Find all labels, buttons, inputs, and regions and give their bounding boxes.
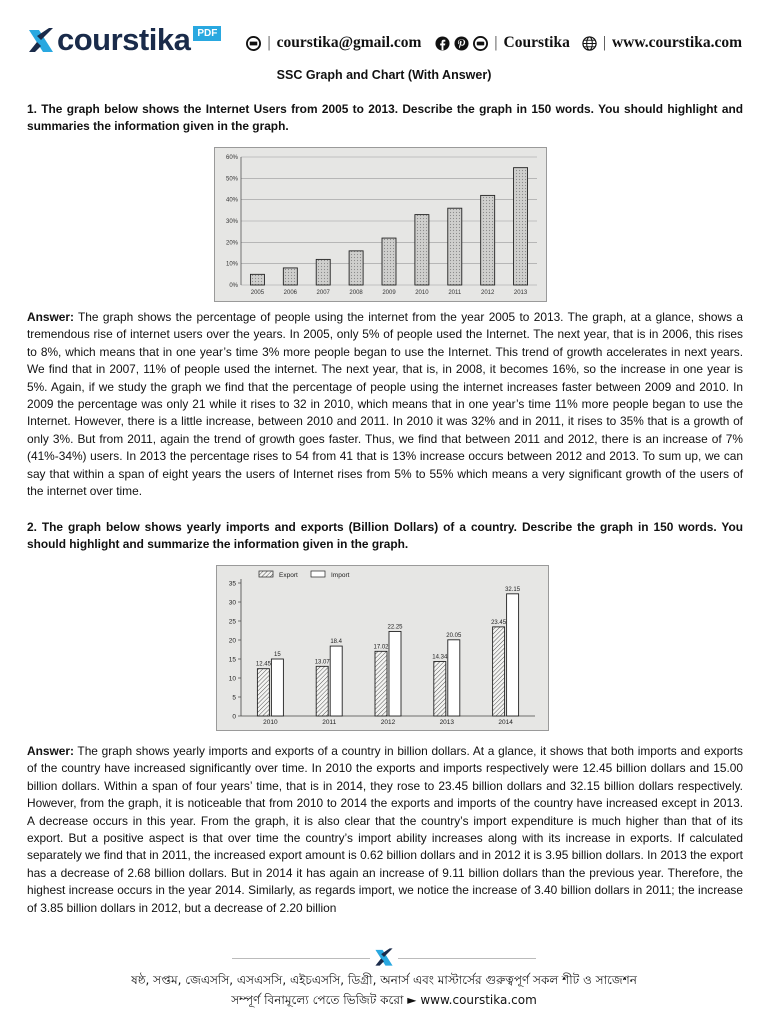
y-tick-label: 10%: [225, 261, 238, 268]
bar-import: [271, 659, 283, 716]
footer-visit-line: [0, 992, 768, 1012]
x-tick-label: 2013: [513, 290, 528, 296]
y-tick-label: 30: [228, 599, 236, 607]
legend-swatch: [259, 571, 273, 577]
y-tick-label: 35: [228, 580, 236, 588]
data-label: 18.4: [330, 639, 343, 646]
brand-name: courstika: [57, 22, 191, 57]
youtube-icon[interactable]: [473, 36, 488, 51]
y-tick-label: 0: [232, 713, 236, 721]
bar: [448, 208, 462, 285]
x-tick-label: 2008: [349, 290, 363, 296]
bar-import: [448, 640, 460, 716]
bar: [415, 215, 429, 285]
divider: |: [267, 34, 271, 51]
y-tick-label: 40%: [225, 197, 238, 204]
data-label: 15: [274, 652, 281, 658]
document-title: SSC Graph and Chart (With Answer): [276, 68, 492, 82]
x-tick-label: 2012: [480, 290, 495, 296]
brand-mark-icon: [27, 26, 55, 54]
footer-visit-text: সম্পূর্ণ বিনামূল্যে পেতে ভিজিট করো ►: [231, 993, 421, 1007]
bar-import: [389, 631, 401, 716]
legend-label: Export: [279, 572, 298, 579]
x-tick-label: 2011: [322, 719, 337, 726]
bar: [316, 259, 330, 285]
footer-divider-left: [232, 958, 370, 959]
contact-bar: [246, 34, 742, 52]
bar-import: [507, 594, 519, 716]
data-label: 32.15: [505, 586, 521, 593]
bar-export: [375, 651, 387, 716]
chart-2-svg: [217, 566, 548, 730]
imports-exports-chart: [216, 565, 549, 731]
y-tick-label: 25: [228, 618, 236, 626]
divider: |: [494, 34, 498, 51]
x-tick-label: 2005: [250, 290, 265, 296]
y-tick-label: 30%: [225, 219, 238, 225]
globe-icon: [582, 36, 597, 51]
chart-1-svg: [215, 148, 546, 301]
answer-2: [27, 743, 743, 917]
legend-swatch: [311, 571, 325, 577]
y-tick-label: 20: [228, 637, 236, 645]
y-tick-label: 10: [228, 675, 236, 683]
bar: [481, 195, 495, 285]
x-tick-label: 2010: [415, 290, 429, 296]
bar-export: [316, 666, 328, 716]
x-tick-label: 2011: [448, 290, 462, 296]
pinterest-icon[interactable]: [454, 36, 469, 51]
x-tick-label: 2013: [439, 719, 455, 726]
bar: [349, 251, 363, 285]
bar: [250, 274, 264, 285]
data-label: 20.05: [446, 632, 462, 639]
pdf-badge: PDF: [193, 26, 221, 41]
bar-import: [330, 646, 342, 716]
data-label: 22.25: [387, 624, 403, 631]
footer-tagline: ষষ্ঠ, সপ্তম, জেএসসি, এসএসসি, এইচএসসি, ডিগ্রী, অনার্স এবং মাস্টার্সের গুরুত্বপূর্ণ সকল শীট ও সাজেশন: [131, 973, 637, 987]
data-label: 12.45: [255, 661, 271, 668]
data-label: 17.02: [373, 644, 389, 651]
y-tick-label: 15: [228, 656, 236, 664]
question-2: 2. The graph below shows yearly imports and exports (Billion Dollars) of a country. Describe the graph in 150 words. You should highlight and summarize the information given in the graph.: [27, 520, 743, 552]
data-label: 14.34: [432, 654, 448, 661]
website-link[interactable]: www.courstika.com: [611, 34, 742, 51]
answer-label: Answer:: [27, 744, 74, 758]
y-tick-label: 50%: [225, 176, 238, 183]
footer-divider-right: [398, 958, 536, 959]
email-icon: [246, 36, 261, 51]
footer-brand-mark-icon: [374, 947, 394, 967]
divider: |: [602, 34, 606, 51]
bar: [283, 268, 297, 285]
bar-export: [257, 669, 269, 716]
y-tick-label: 20%: [225, 240, 238, 247]
facebook-icon[interactable]: [435, 36, 450, 51]
x-tick-label: 2009: [382, 290, 396, 296]
x-tick-label: 2010: [263, 719, 278, 726]
y-tick-label: 60%: [225, 155, 238, 161]
legend-label: Import: [331, 572, 350, 579]
answer-1: [27, 309, 743, 500]
internet-users-chart: [214, 147, 547, 302]
answer-2-text: The graph shows yearly imports and exports of a country in billion dollars. At a glance, it shows that both imports and exports of the country have increased significantly over time. In 2010 the exports and imports respectively were 12.45 billion dollars and 15.00 billion dollars. Within a span of four years’ time, that is in 2014, they rose to 23.45 billion dollars and 32.15 billion dollars respectively. However, from the graph, it is noticeable that from 2010 to 2014 the exports and imports of the country have increased except in 2013. A decrease occurs in this year. From the graph, it is also clear that the country’s import expenditure is much higher than that of its export. But a positive aspect is that over time the country’s import ability increases along with its increase in exports. If calculated separately we find that in 2011, the increased export amount is 0.62 billion dollars and in 2012 it is 3.95 billion dollars. In 2013 the export has a decrease of 2.68 billion dollars. But in 2014 it has again an increase of 9.11 billion dollars than the previous year. Therefore, the highest increase occurs in the year 2014. Similarly, as regards import, we notice the increase of 3.40 billion dollars in 2011; the increase of 3.85 billion dollars in 2012, but a decrease of 2.20 billion: [27, 744, 743, 915]
y-tick-label: 5: [232, 694, 236, 702]
x-tick-label: 2012: [380, 719, 396, 726]
x-tick-label: 2007: [316, 290, 330, 296]
data-label: 13.07: [314, 659, 330, 666]
question-1: 1. The graph below shows the Internet Users from 2005 to 2013. Describe the graph in 150 words. You should highlight and summaries the information given in the graph.: [27, 102, 743, 134]
x-tick-label: 2014: [498, 719, 513, 726]
social-name[interactable]: Courstika: [503, 34, 570, 51]
y-tick-label: 0%: [229, 283, 238, 289]
x-tick-label: 2006: [283, 290, 298, 296]
bar-export: [493, 627, 505, 716]
bar: [514, 168, 528, 285]
answer-label: Answer:: [27, 310, 74, 324]
contact-email[interactable]: courstika@gmail.com: [276, 34, 422, 51]
data-label: 23.45: [491, 619, 507, 626]
answer-1-text: The graph shows the percentage of people using the internet from the year 2005 to 2013. The graph, at a glance, shows a tremendous rise of internet users over the years. In 2005, only 5% of people used the Internet. The next year, that is in 2006, this rises to 8%, which means that in one year’s time 3% more people began to use the Internet. This trend of growth accelerates in next years. We find that in 2007, 11% of people used the internet. The next year, that is, in 2008, it becomes 16%, so the increase in one year is 5%. Again, if we study the graph we find that the percentage of people using the internet increases faster between 2009 and 2010. In 2009 the percentage was only 21 while it rises to 32 in 2010, which means that in one year’s time 11% more people began to use the Internet. However, there is a little increase, between 2010 and 2011. In 2010 it was 32% and in 2011, it rises to 35% that is a growth of only 3%. But from 2011, again the trend of growth goes faster. Thus, we find that between 2011 and 2012, there is an increase of 7% (41%-34%) users. In 2013 the percentage rises to 54 from 41 that is 13% increase occurs between 2012 and 2013. To sum up, we can say that within a span of eight years the users of Internet rises from 5% to 55% which means a very significant growth of the users of the internet over time.: [27, 310, 743, 499]
brand-logo[interactable]: [27, 24, 221, 55]
footer-website-link[interactable]: www.courstika.com: [420, 993, 537, 1007]
page-header: [0, 0, 768, 58]
bar: [382, 238, 396, 285]
bar-export: [434, 662, 446, 716]
